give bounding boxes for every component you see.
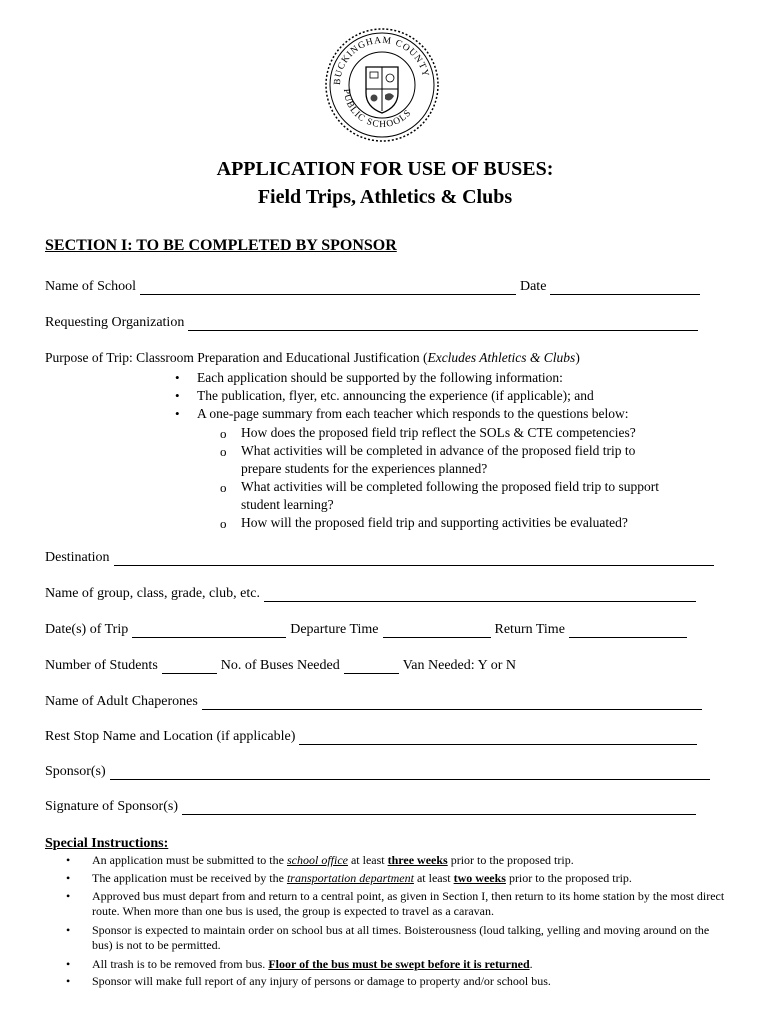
instruction-emphasis: three weeks: [387, 853, 448, 867]
question-item: How does the proposed field trip reflect the SOLs & CTE competencies?: [241, 425, 636, 440]
svg-text:PUBLIC SCHOOLS: [341, 88, 414, 130]
organization-field[interactable]: [188, 318, 698, 331]
form-title: APPLICATION FOR USE OF BUSES:: [216, 158, 554, 180]
bullet-icon: •: [66, 853, 71, 867]
instruction-emphasis: school office: [286, 853, 348, 867]
bullet-icon: •: [175, 406, 180, 421]
question-item: What activities will be completed in advance of the proposed field trip to: [241, 443, 636, 458]
counts-row: [45, 658, 516, 674]
bullet-icon: •: [66, 871, 71, 885]
departure-time-label: Departure Time: [290, 622, 379, 637]
departure-time-field[interactable]: [383, 625, 491, 638]
bullet-icon: •: [175, 370, 180, 385]
question-item: What activities will be completed following the proposed field trip to support: [241, 479, 660, 494]
chaperones-field[interactable]: [202, 697, 702, 710]
bullet-icon: •: [66, 974, 71, 988]
dates-of-trip-field[interactable]: [132, 625, 286, 638]
school-row: [45, 279, 704, 295]
school-field[interactable]: [140, 282, 516, 295]
purpose-bullet: The publication, flyer, etc. announcing the experience (if applicable); and: [197, 388, 594, 403]
date-label: Date: [519, 279, 547, 294]
num-students-label: Number of Students: [45, 658, 158, 673]
signature-field[interactable]: [182, 802, 696, 815]
sponsors-field[interactable]: [110, 767, 710, 780]
group-label: Name of group, class, grade, club, etc.: [45, 586, 260, 601]
van-needed-label[interactable]: Van Needed: Y or N: [402, 658, 517, 673]
instruction-item: Approved bus must depart from and return to a central point, as given in Section I, then return to its home station by the most direct route. When more than one bus is used, the group is expected to travel as a caravan.: [92, 889, 725, 918]
instruction-text: .: [529, 957, 533, 971]
organization-label: Requesting Organization: [45, 315, 185, 330]
signature-row: [45, 799, 700, 815]
instruction-item: [92, 853, 732, 868]
destination-row: [45, 550, 718, 566]
instruction-item: [92, 957, 732, 972]
question-item-continued: student learning?: [241, 497, 334, 512]
school-seal: [322, 25, 442, 145]
group-row: [45, 586, 700, 602]
return-time-field[interactable]: [569, 625, 687, 638]
date-field[interactable]: [550, 282, 700, 295]
seal-top-text: BUCKINGHAM COUNTY: [332, 35, 431, 86]
chaperones-row: [45, 694, 706, 710]
shield-icon: [366, 67, 398, 113]
bullet-icon: •: [66, 889, 71, 903]
rest-stop-label: Rest Stop Name and Location (if applicable): [45, 729, 296, 744]
bullet-icon: •: [66, 957, 71, 971]
section-heading: SECTION I: TO BE COMPLETED BY SPONSOR: [45, 237, 397, 254]
dates-of-trip-label: Date(s) of Trip: [45, 622, 129, 637]
purpose-label: Purpose of Trip: Classroom Preparation and Educational Justification (: [45, 350, 428, 365]
chaperones-label: Name of Adult Chaperones: [45, 694, 198, 709]
circle-bullet-icon: o: [220, 480, 227, 495]
purpose-of-trip: [45, 350, 580, 366]
instruction-emphasis: Floor of the bus must be swept before it is returned: [268, 957, 530, 971]
instruction-item: [92, 871, 732, 886]
destination-field[interactable]: [114, 553, 714, 566]
instruction-text: at least: [347, 853, 388, 867]
sponsors-row: [45, 764, 714, 780]
purpose-bullet: Each application should be supported by the following information:: [197, 370, 563, 385]
signature-label: Signature of Sponsor(s): [45, 799, 178, 814]
circle-bullet-icon: o: [220, 444, 227, 459]
instruction-item: Sponsor is expected to maintain order on school bus at all times. Boisterousness (loud talking, yelling and moving around on the bus) is not to be permitted.: [92, 923, 710, 952]
instruction-text: prior to the proposed trip.: [505, 871, 632, 885]
question-item-continued: prepare students for the experiences planned?: [241, 461, 488, 476]
seal-bottom-text: PUBLIC SCHOOLS: [340, 88, 414, 131]
instruction-text: prior to the proposed trip.: [447, 853, 574, 867]
instruction-emphasis: two weeks: [453, 871, 506, 885]
circle-bullet-icon: o: [220, 516, 227, 531]
special-instructions-heading: Special Instructions:: [45, 836, 169, 851]
form-subtitle: Field Trips, Athletics & Clubs: [257, 186, 513, 208]
num-students-field[interactable]: [162, 661, 217, 674]
instruction-text: at least: [413, 871, 454, 885]
rest-stop-row: [45, 729, 701, 745]
sponsors-label: Sponsor(s): [45, 764, 106, 779]
instruction-text: The application must be received by the: [92, 871, 287, 885]
num-buses-label: No. of Buses Needed: [220, 658, 340, 673]
purpose-exclusion: Excludes Athletics & Clubs: [427, 350, 576, 365]
num-buses-field[interactable]: [344, 661, 399, 674]
school-label: Name of School: [45, 279, 136, 294]
trip-times-row: [45, 622, 691, 638]
circle-bullet-icon: o: [220, 426, 227, 441]
instruction-emphasis: transportation department: [286, 871, 414, 885]
instruction-text: All trash is to be removed from bus.: [92, 957, 269, 971]
return-time-label: Return Time: [494, 622, 565, 637]
group-field[interactable]: [264, 589, 696, 602]
purpose-bullet: A one-page summary from each teacher which responds to the questions below:: [197, 406, 629, 421]
rest-stop-field[interactable]: [299, 732, 697, 745]
instruction-text: An application must be submitted to the: [92, 853, 287, 867]
purpose-close: ): [575, 350, 580, 365]
instruction-item: Sponsor will make full report of any injury of persons or damage to property and/or school bus.: [92, 974, 551, 988]
bullet-icon: •: [66, 923, 71, 937]
question-item: How will the proposed field trip and supporting activities be evaluated?: [241, 515, 628, 530]
bullet-icon: •: [175, 388, 180, 403]
organization-row: [45, 315, 702, 331]
destination-label: Destination: [45, 550, 110, 565]
